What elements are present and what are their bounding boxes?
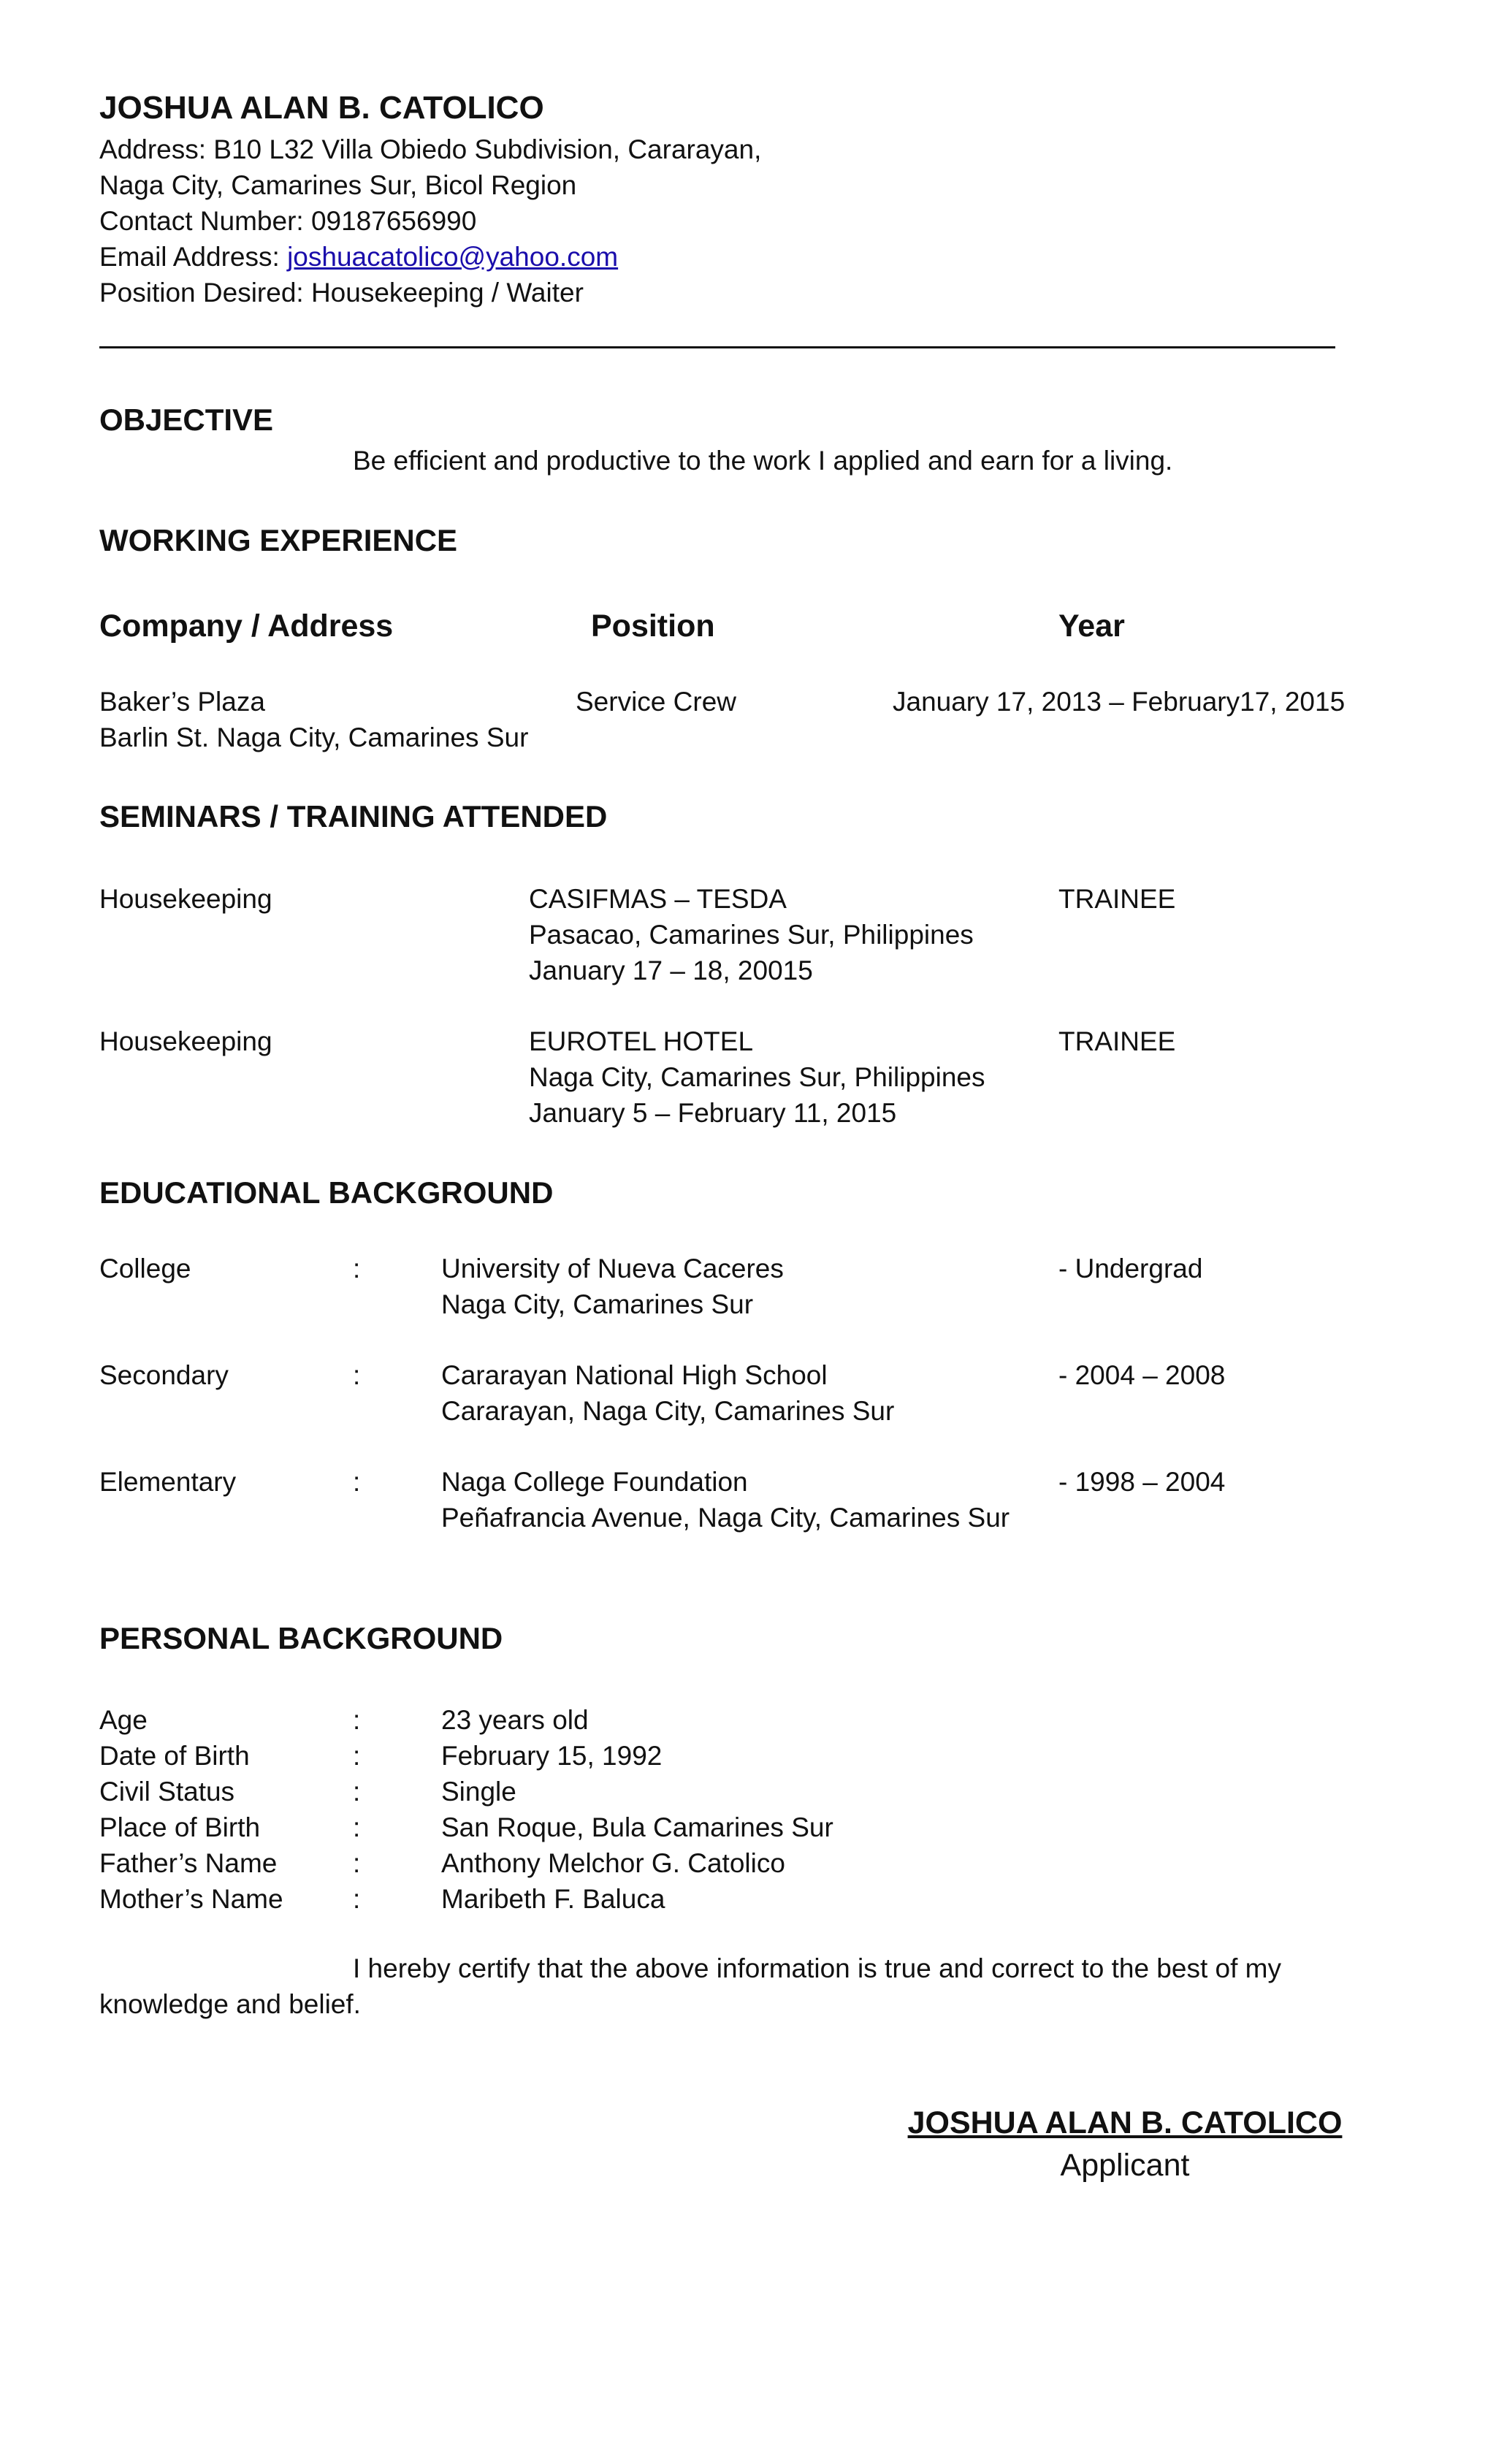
experience-address: Barlin St. Naga City, Camarines Sur bbox=[99, 722, 529, 752]
seminar-line: Naga City, Camarines Sur, Philippines bbox=[529, 1062, 985, 1092]
personal-value: Maribeth F. Baluca bbox=[441, 1884, 665, 1914]
experience-position: Service Crew bbox=[576, 687, 736, 717]
education-school: University of Nueva Caceres bbox=[441, 1254, 784, 1284]
certification-line-1: I hereby certify that the above information is true and correct to the best of my bbox=[353, 1953, 1281, 1983]
education-location: Naga City, Camarines Sur bbox=[441, 1289, 754, 1319]
personal-value: 23 years old bbox=[441, 1705, 589, 1735]
education-year: - 1998 – 2004 bbox=[1058, 1467, 1226, 1497]
education-separator: : bbox=[353, 1467, 361, 1497]
email-link[interactable]: joshuacatolico@yahoo.com bbox=[287, 242, 619, 272]
seminar-title: Housekeeping bbox=[99, 884, 272, 914]
seminar-role: TRAINEE bbox=[1058, 1026, 1176, 1056]
personal-value: Single bbox=[441, 1777, 516, 1807]
personal-separator: : bbox=[353, 1884, 361, 1914]
experience-heading: WORKING EXPERIENCE bbox=[99, 523, 458, 557]
position-desired: Position Desired: Housekeeping / Waiter bbox=[99, 278, 584, 308]
column-position: Position bbox=[591, 609, 715, 644]
personal-separator: : bbox=[353, 1705, 361, 1735]
education-separator: : bbox=[353, 1360, 361, 1390]
seminars-heading: SEMINARS / TRAINING ATTENDED bbox=[99, 799, 608, 834]
education-location: Peñafrancia Avenue, Naga City, Camarines Sur bbox=[441, 1503, 1010, 1533]
certification-line-2: knowledge and belief. bbox=[99, 1989, 361, 2019]
seminar-line: Pasacao, Camarines Sur, Philippines bbox=[529, 920, 974, 950]
education-level: Elementary bbox=[99, 1467, 237, 1497]
seminar-role: TRAINEE bbox=[1058, 884, 1176, 914]
header-divider bbox=[99, 346, 1335, 348]
seminar-line: EUROTEL HOTEL bbox=[529, 1026, 754, 1056]
personal-separator: : bbox=[353, 1741, 361, 1771]
experience-year: January 17, 2013 – February17, 2015 bbox=[893, 687, 1346, 717]
education-level: Secondary bbox=[99, 1360, 229, 1390]
objective-heading: OBJECTIVE bbox=[99, 403, 274, 437]
education-school: Naga College Foundation bbox=[441, 1467, 748, 1497]
education-school: Cararayan National High School bbox=[441, 1360, 828, 1390]
personal-separator: : bbox=[353, 1812, 361, 1842]
signature-name: JOSHUA ALAN B. CATOLICO bbox=[907, 2105, 1343, 2140]
column-company: Company / Address bbox=[99, 609, 394, 644]
email-label: Email Address: bbox=[99, 242, 288, 272]
personal-label: Civil Status bbox=[99, 1777, 235, 1807]
personal-value: Anthony Melchor G. Catolico bbox=[441, 1848, 785, 1878]
seminar-title: Housekeeping bbox=[99, 1026, 272, 1056]
personal-heading: PERSONAL BACKGROUND bbox=[99, 1621, 503, 1655]
applicant-name: JOSHUA ALAN B. CATOLICO bbox=[99, 90, 544, 126]
address-line-1: Address: B10 L32 Villa Obiedo Subdivision, Cararayan, bbox=[99, 134, 762, 164]
seminar-line: January 17 – 18, 20015 bbox=[529, 956, 813, 985]
education-level: College bbox=[99, 1254, 191, 1284]
personal-value: San Roque, Bula Camarines Sur bbox=[441, 1812, 833, 1842]
personal-separator: : bbox=[353, 1777, 361, 1807]
education-heading: EDUCATIONAL BACKGROUND bbox=[99, 1175, 554, 1210]
education-separator: : bbox=[353, 1254, 361, 1284]
signature-role: Applicant bbox=[1060, 2148, 1190, 2183]
personal-label: Date of Birth bbox=[99, 1741, 250, 1771]
personal-separator: : bbox=[353, 1848, 361, 1878]
personal-value: February 15, 1992 bbox=[441, 1741, 663, 1771]
seminar-line: CASIFMAS – TESDA bbox=[529, 884, 787, 914]
objective-text: Be efficient and productive to the work I applied and earn for a living. bbox=[353, 446, 1173, 476]
education-year: - 2004 – 2008 bbox=[1058, 1360, 1226, 1390]
education-year: - Undergrad bbox=[1058, 1254, 1203, 1284]
seminar-line: January 5 – February 11, 2015 bbox=[529, 1098, 897, 1128]
experience-company: Baker’s Plaza bbox=[99, 687, 265, 717]
personal-label: Age bbox=[99, 1705, 148, 1735]
email-line bbox=[99, 239, 618, 275]
personal-label: Father’s Name bbox=[99, 1848, 278, 1878]
education-location: Cararayan, Naga City, Camarines Sur bbox=[441, 1396, 895, 1426]
personal-label: Place of Birth bbox=[99, 1812, 261, 1842]
signature-block bbox=[804, 2104, 1446, 2184]
column-year: Year bbox=[1058, 609, 1125, 644]
contact-number: Contact Number: 09187656990 bbox=[99, 206, 477, 236]
address-line-2: Naga City, Camarines Sur, Bicol Region bbox=[99, 170, 577, 200]
personal-label: Mother’s Name bbox=[99, 1884, 283, 1914]
